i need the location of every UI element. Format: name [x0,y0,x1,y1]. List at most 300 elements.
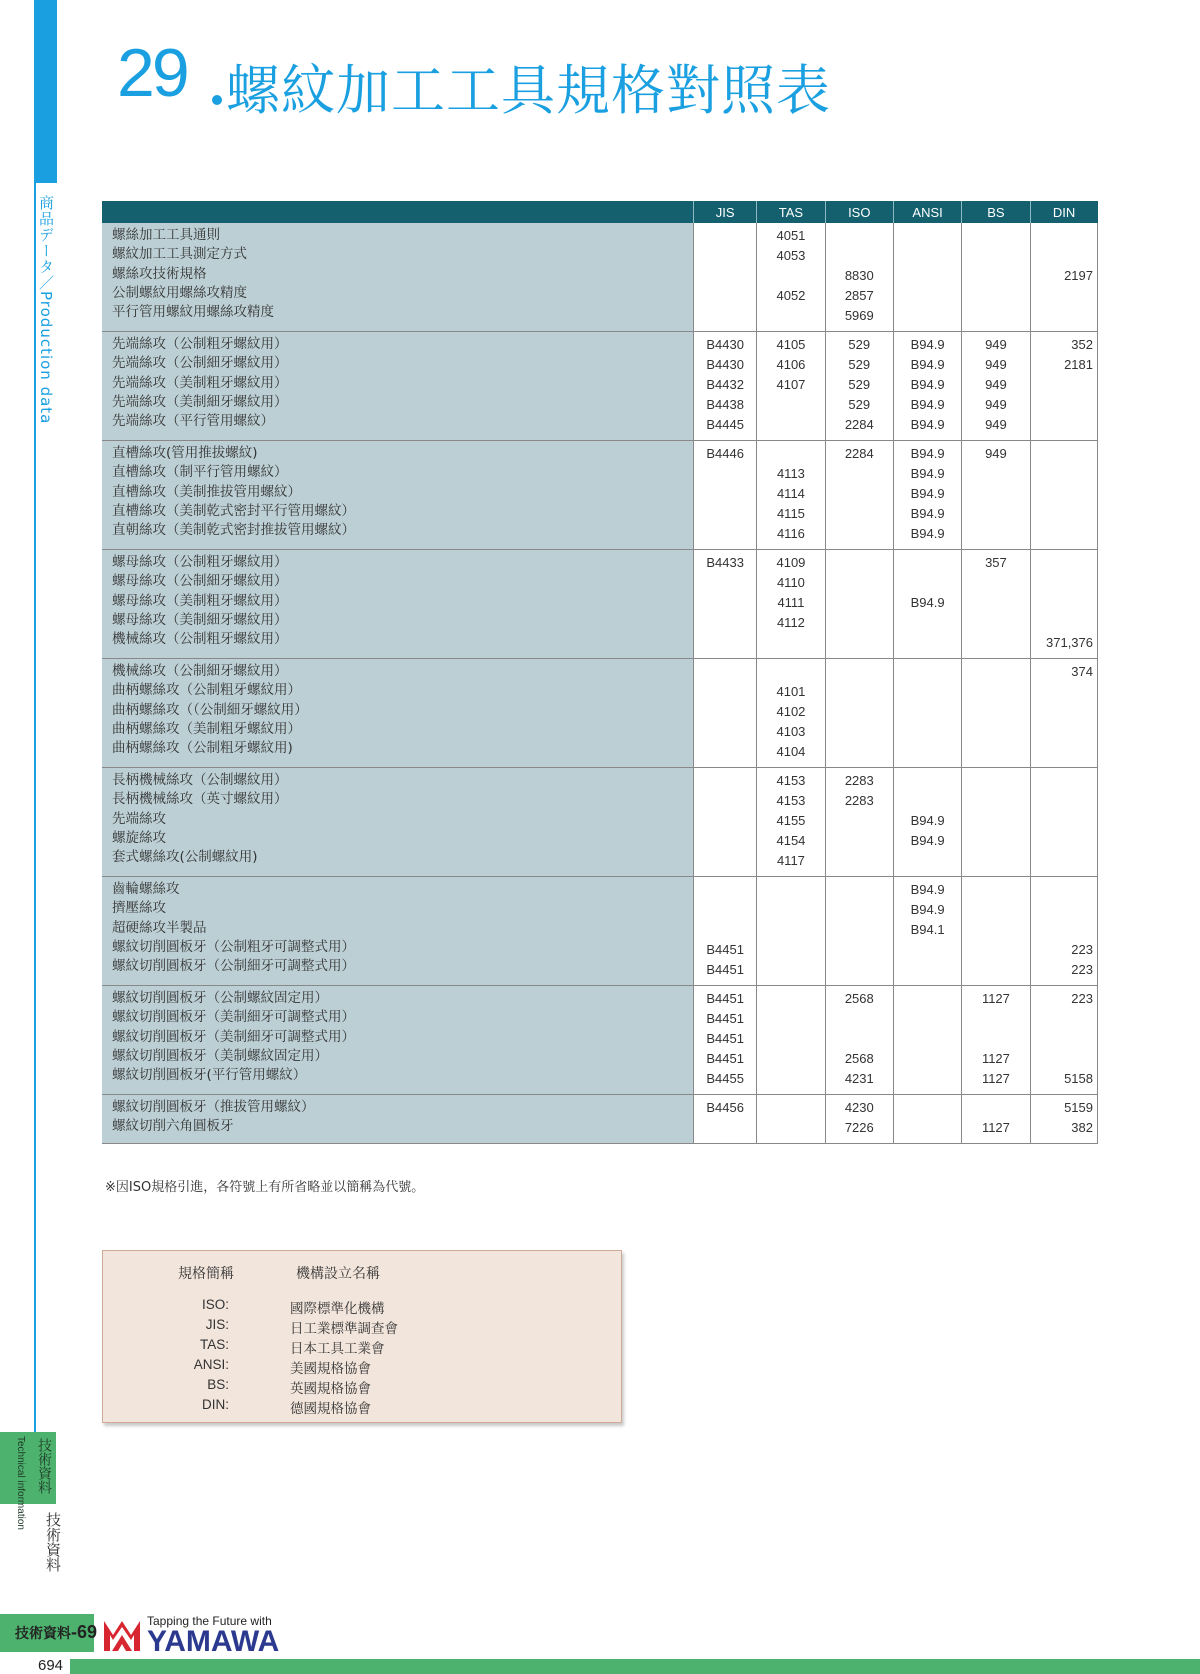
tool-name: 齒輪螺絲攻 [112,881,180,897]
standard-code [1031,1029,1093,1049]
standard-code: 949 [985,377,1007,392]
standard-code [1031,484,1093,504]
abbr-code: TAS: [199,1337,229,1352]
standard-code [826,633,893,653]
standard-code [962,593,1029,613]
standard-cell-jis [693,768,756,877]
standard-code [1031,415,1093,435]
standard-code: B94.9 [910,882,945,897]
standard-code [757,920,824,940]
standard-code [1031,1009,1093,1029]
tool-name: 螺母絲攻（美制粗牙螺紋用） [112,592,288,609]
standard-code [1031,742,1093,762]
standard-code [962,504,1029,524]
standard-code [962,662,1029,682]
tool-name: 先端絲攻（美制細牙螺紋用） [112,393,288,410]
tool-names-cell [102,550,693,659]
footer-bar [0,1659,1200,1674]
standard-cell-jis [693,332,756,441]
standard-code [826,742,893,762]
standard-code [826,593,893,613]
abbr-row [103,1357,621,1377]
standard-code: 2283 [844,793,874,808]
standard-code: 949 [985,417,1007,432]
standard-code [962,831,1029,851]
standard-code [894,742,961,762]
standard-code [1031,771,1093,791]
standard-code: 4111 [777,595,805,610]
standard-code: 949 [985,337,1007,352]
chapter-number: 29 [117,35,187,111]
standard-code: 7226 [844,1120,874,1135]
standard-code [1031,613,1093,633]
standard-code: 2181 [1064,357,1093,372]
table-header-row [102,201,1098,223]
standard-code [757,266,824,286]
standard-code: 374 [1071,664,1093,679]
standard-code [962,722,1029,742]
standard-code [1031,831,1093,851]
standard-code [826,662,893,682]
standard-code [894,1029,961,1049]
standard-code [694,831,756,851]
standard-code [894,662,961,682]
standard-code: 4114 [776,486,805,501]
standard-code [826,464,893,484]
tool-name: 直槽絲攻（美制乾式密封平行管用螺紋） [112,502,355,519]
standard-code [694,484,756,504]
standard-code [894,553,961,573]
standard-cell-ansi [893,768,961,877]
standard-cell-bs [962,659,1030,768]
tool-name: 先端絲攻 [112,810,166,827]
standard-code: 2857 [844,288,874,303]
standard-code [894,771,961,791]
standard-code [694,226,756,246]
standard-code [826,831,893,851]
standard-cell-ansi [893,332,961,441]
standard-code: 529 [848,357,871,372]
standard-code [1031,593,1093,613]
abbr-code: BS: [207,1377,229,1392]
abbr-code-header: 規格簡稱 [178,1266,234,1282]
standard-cell-iso [825,877,893,986]
standard-code: 4051 [776,228,806,243]
standard-code [694,593,756,613]
standard-code [694,633,756,653]
standard-code: 529 [848,377,871,392]
standard-cell-ansi [893,223,961,332]
standard-cell-bs [962,1095,1030,1144]
tool-name: 擠壓絲攻 [112,900,166,917]
standard-code [757,1029,824,1049]
column-header-bs: BS [962,201,1030,223]
standard-code [894,286,961,306]
abbr-row [103,1397,621,1417]
standard-cell-ansi [893,877,961,986]
name-column-header [102,201,693,223]
standard-code: 2197 [1064,268,1093,283]
standard-code [1031,306,1093,326]
standard-code [894,306,961,326]
abbr-row [103,1377,621,1397]
standard-code [962,1029,1029,1049]
standard-code [757,306,824,326]
standard-code [894,1049,961,1069]
standard-cell-iso [825,223,893,332]
standard-code [1031,464,1093,484]
column-header-din: DIN [1030,201,1097,223]
accent-bar [34,0,57,183]
standard-cell-ansi [893,659,961,768]
standard-code [1031,1049,1093,1069]
table-row [102,1095,1098,1144]
standard-code [757,1009,824,1029]
standard-code: B94.9 [910,595,945,610]
standard-code [826,811,893,831]
standard-code [757,989,824,1009]
standard-code [757,662,824,682]
standard-cell-jis [693,223,756,332]
tool-name: 螺紋切削圓板牙（美制細牙可調整式用） [112,1028,355,1045]
standard-code: B94.9 [910,902,945,917]
standard-code [694,266,756,286]
tool-name: 先端絲攻（公制細牙螺紋用） [112,355,288,372]
standard-code [1031,553,1093,573]
standard-code: 2283 [844,773,874,788]
column-header-iso: ISO [825,201,893,223]
standard-cell-tas [757,1095,825,1144]
standard-code [826,1029,893,1049]
tool-names-cell [102,986,693,1095]
tool-name: 曲柄螺絲攻（公制粗牙螺紋用) [112,740,293,757]
standard-code: B4430 [706,337,744,352]
tool-name: 螺紋切削圓板牙（公制粗牙可調整式用） [112,938,355,955]
standard-code: 1127 [981,1071,1010,1086]
abbr-row [103,1337,621,1357]
standard-cell-din [1030,1095,1097,1144]
standard-code [694,246,756,266]
standard-code [894,266,961,286]
standard-code: 4112 [776,615,805,630]
standard-code [757,960,824,980]
brand-tagline: Tapping the Future with [147,1614,272,1628]
standard-cell-jis [693,877,756,986]
table-row [102,223,1098,332]
standard-code [757,395,824,415]
standard-cell-tas [757,550,825,659]
standard-code [1031,880,1093,900]
page-title: 螺紋加工工具規格對照表 [226,59,831,122]
standard-code: B4445 [706,417,744,432]
standard-code: B4451 [706,1051,744,1066]
standard-code [962,851,1029,871]
section-tab-label: 技術資料 [36,1438,52,1494]
tool-names-cell [102,1095,693,1144]
tool-name: 直槽絲攻（制平行管用螺紋） [112,464,288,481]
standard-code [962,682,1029,702]
standard-code: B4430 [706,357,744,372]
standard-code [1031,791,1093,811]
tool-name: 長柄機械絲攻（英寸螺紋用） [112,791,288,808]
standard-code: B4455 [706,1071,744,1086]
tool-name: 螺絲攻技術規格 [112,265,207,282]
section-tab-en: Technical information [15,1436,26,1530]
standard-code: 357 [985,555,1007,570]
standard-code: 5158 [1064,1071,1093,1086]
standard-code [826,900,893,920]
standard-code: B4451 [706,1011,744,1026]
abbr-organization: 美國規格協會 [290,1361,371,1377]
standard-cell-din [1030,877,1097,986]
standard-cell-jis [693,659,756,768]
standard-code: 8830 [844,268,874,283]
standard-code [894,960,961,980]
standard-code [1031,504,1093,524]
standard-code [757,880,824,900]
tool-name: 公制螺紋用螺絲攻精度 [112,284,247,301]
abbr-organization: 日工業標準調查會 [290,1321,398,1337]
standard-code [894,226,961,246]
standard-code [826,226,893,246]
standard-code [1031,702,1093,722]
standard-code [894,246,961,266]
standard-code [962,484,1029,504]
standard-cell-tas [757,332,825,441]
standard-code [826,524,893,544]
tool-names-cell [102,332,693,441]
standard-code [1031,682,1093,702]
standard-code [694,662,756,682]
standard-cell-tas [757,877,825,986]
standard-code: B94.1 [910,922,945,937]
standard-code: 529 [848,337,871,352]
standard-code [694,722,756,742]
standard-code: 371,376 [1046,635,1093,650]
abbr-row [103,1297,621,1317]
standard-cell-tas [757,659,825,768]
standard-code [894,1118,961,1138]
abbr-organization: 日本工具工業會 [290,1341,385,1357]
tool-name: 螺紋切削圓板牙（美制細牙可調整式用） [112,1009,355,1026]
standard-code [962,791,1029,811]
standard-code [694,682,756,702]
standard-code [694,900,756,920]
standard-code: B4451 [706,942,744,957]
standard-code: B94.9 [910,466,945,481]
tool-name: 曲柄螺絲攻（公制粗牙螺紋用） [112,682,301,699]
tool-name: 螺紋加工工具測定方式 [112,246,247,263]
tool-names-cell [102,441,693,550]
standard-code [962,960,1029,980]
standard-cell-iso [825,659,893,768]
standard-code [694,306,756,326]
standard-code [1031,851,1093,871]
standard-code [757,633,824,653]
standard-code [1031,226,1093,246]
standard-code [962,742,1029,762]
standard-cell-jis [693,1095,756,1144]
standard-code [694,702,756,722]
tool-name: 機械絲攻（公制粗牙螺紋用） [112,631,288,648]
standard-cell-bs [962,441,1030,550]
standard-code: 4113 [776,466,805,481]
standard-code [962,1009,1029,1029]
standard-code [826,504,893,524]
standard-code: B94.9 [910,506,945,521]
standard-code [894,702,961,722]
standard-code [694,504,756,524]
standard-code: 1127 [981,1120,1010,1135]
standard-code: 4117 [776,853,805,868]
standard-code [1031,811,1093,831]
standard-code: 223 [1071,942,1093,957]
table-row [102,441,1098,550]
footer-section-text: 技術資料 [15,1626,71,1642]
standard-code: B94.9 [910,833,945,848]
standard-code [694,742,756,762]
standard-code [1031,444,1093,464]
standard-code: 2568 [844,991,874,1006]
tool-name: 先端絲攻（平行管用螺紋） [112,413,274,430]
standard-code [962,613,1029,633]
standard-cell-iso [825,441,893,550]
standard-cell-iso [825,550,893,659]
standard-code: 382 [1071,1120,1093,1135]
table-row [102,332,1098,441]
standard-code: B94.9 [910,337,945,352]
standard-code [694,613,756,633]
tool-name: 機械絲攻（公制細牙螺紋用） [112,663,288,679]
standard-code [694,524,756,544]
spec-comparison-table [102,201,1098,1144]
standard-code: B4451 [706,1031,744,1046]
standard-code [962,524,1029,544]
standard-code [826,246,893,266]
standard-code: 949 [985,357,1007,372]
standard-code [962,811,1029,831]
standard-code [1031,286,1093,306]
tool-names-cell [102,659,693,768]
standard-code [694,920,756,940]
standard-code [757,940,824,960]
standard-code: 5159 [1064,1100,1093,1115]
abbr-code: ISO: [201,1297,229,1312]
standard-cell-din [1030,550,1097,659]
abbr-code: DIN: [202,1397,229,1412]
standard-cell-iso [825,768,893,877]
standard-code [962,286,1029,306]
standard-code: B94.9 [910,377,945,392]
standard-code: 949 [985,446,1007,461]
abbr-code: JIS: [205,1317,229,1332]
standard-code [757,444,824,464]
standard-code [757,1098,824,1118]
brand-name: YAMAWA [147,1625,280,1658]
tool-name: 螺母絲攻（美制細牙螺紋用） [112,611,288,628]
standard-code: 223 [1071,962,1093,977]
tool-name: 套式螺絲攻(公制螺紋用) [112,849,258,866]
standard-code: 2568 [844,1051,874,1066]
standard-cell-ansi [893,441,961,550]
yamawa-logo-icon [102,1615,142,1653]
standard-cell-bs [962,986,1030,1095]
side-section-label-bottom: 技術資料 [44,1512,62,1572]
standard-cell-bs [962,877,1030,986]
standard-cell-din [1030,332,1097,441]
standard-code [1031,722,1093,742]
standard-code [1031,246,1093,266]
standard-code: 4116 [776,526,805,541]
standard-cell-jis [693,441,756,550]
footnote: ※因ISO規格引進，各符號上有所省略並以簡稱為代號。 [105,1180,425,1195]
column-header-jis: JIS [693,201,756,223]
standard-code [962,246,1029,266]
tool-name: 螺紋切削圓板牙（推拔管用螺紋） [112,1099,315,1115]
standard-code: 4109 [776,555,806,570]
tool-name: 先端絲攻（美制粗牙螺紋用） [112,374,288,391]
standard-code [757,415,824,435]
standard-code [826,960,893,980]
standard-code [826,1009,893,1029]
standard-code [757,1049,824,1069]
standard-code: B4438 [706,397,744,412]
abbr-code: ANSI: [193,1357,229,1372]
standard-code: 4110 [776,575,805,590]
standard-code [894,851,961,871]
standard-code [694,286,756,306]
standard-code: B94.9 [910,417,945,432]
tool-name: 螺紋切削圓板牙(平行管用螺紋） [112,1067,307,1084]
standard-code: 4153 [776,773,806,788]
standard-code: B4451 [706,991,744,1006]
tool-name: 螺紋切削圓板牙（公制螺紋固定用） [112,990,328,1006]
standard-cell-bs [962,223,1030,332]
standard-code [1031,524,1093,544]
standard-code [1031,375,1093,395]
side-section-label: 商品データ／Production data [37,195,55,425]
abbr-name-header: 機構設立名稱 [296,1266,380,1282]
standard-code [894,1009,961,1029]
standard-code [962,771,1029,791]
standard-cell-ansi [893,986,961,1095]
standard-code [962,702,1029,722]
standard-code: 4115 [776,506,805,521]
standard-code [694,811,756,831]
standard-code [694,1118,756,1138]
standard-code [894,633,961,653]
standard-cell-jis [693,550,756,659]
title-dot [212,95,222,105]
standard-code [826,613,893,633]
standard-cell-din [1030,659,1097,768]
standard-code [826,940,893,960]
table-row [102,659,1098,768]
standard-code [826,851,893,871]
standard-code [962,464,1029,484]
standard-code [962,880,1029,900]
tool-names-cell [102,223,693,332]
standard-cell-din [1030,223,1097,332]
standard-code: 1127 [981,1051,1010,1066]
tool-name: 直槽絲攻(管用推拔螺紋) [112,445,258,461]
standard-cell-jis [693,986,756,1095]
table-row [102,550,1098,659]
standard-code: B94.9 [910,526,945,541]
standard-cell-tas [757,441,825,550]
standard-code [826,702,893,722]
standard-code: B4433 [706,555,744,570]
